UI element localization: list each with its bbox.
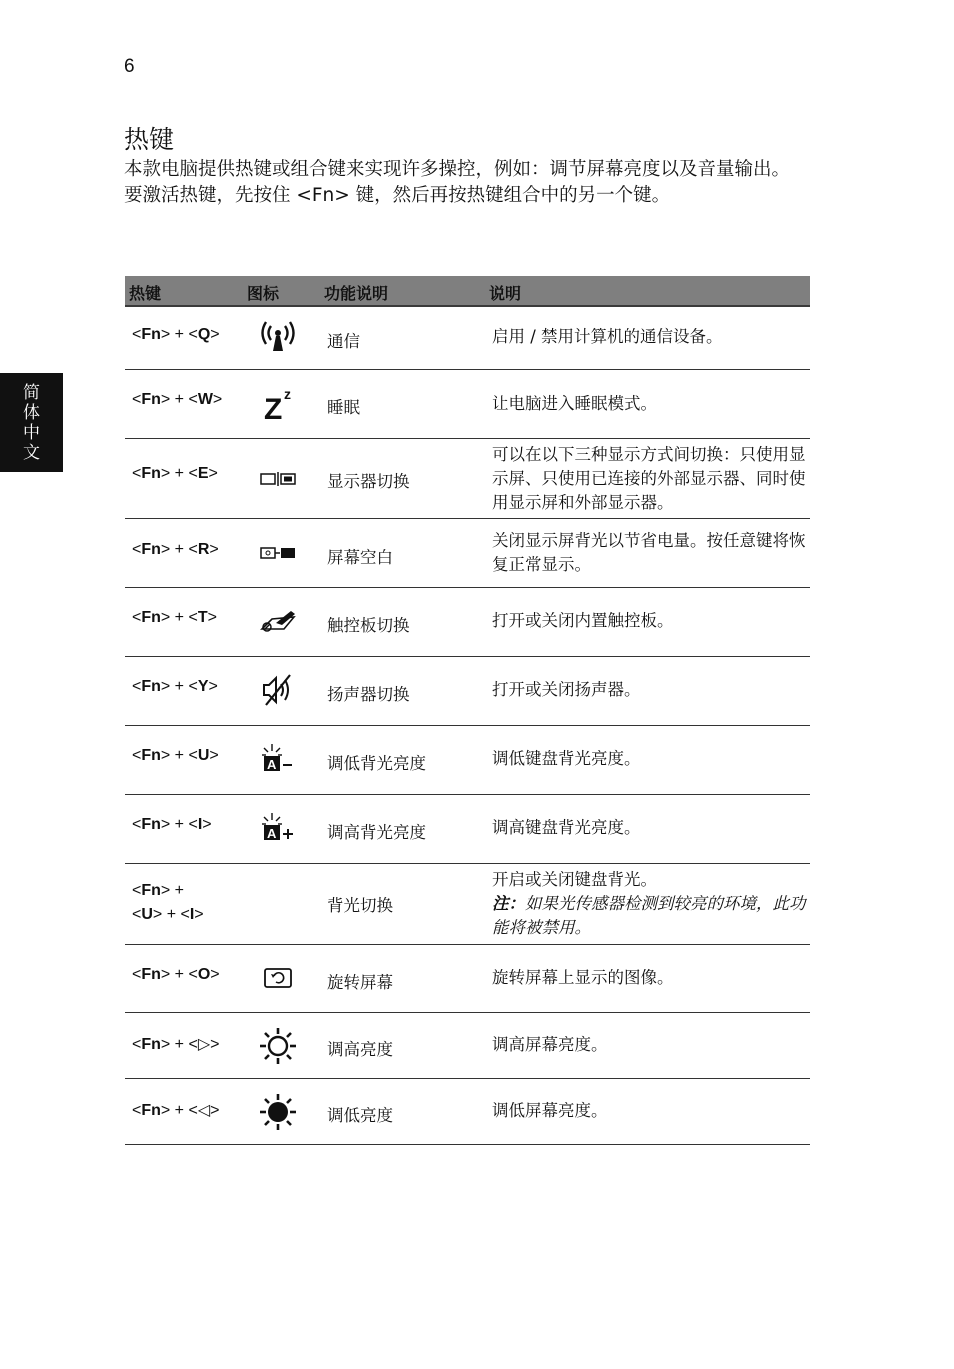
function-description: 打开或关闭内置触控板。	[492, 611, 674, 630]
hotkey-combo: <Fn> + <W>	[132, 391, 223, 408]
header-hotkey: 热键	[129, 284, 162, 303]
table-row	[125, 307, 810, 370]
wireless-icon	[258, 317, 298, 357]
hotkey-table	[125, 276, 810, 1145]
note-text: 如果光传感器检测到较亮的环境，此功能将被禁用。	[492, 894, 806, 937]
display-toggle-icon	[258, 459, 298, 499]
function-name: 旋转屏幕	[327, 973, 393, 992]
function-description: 让电脑进入睡眠模式。	[492, 394, 657, 413]
table-row	[125, 588, 810, 657]
table-row	[125, 657, 810, 726]
function-name: 睡眠	[327, 398, 360, 417]
side-tab-char: 文	[23, 442, 40, 463]
touchpad-toggle-icon	[258, 601, 298, 641]
speaker-toggle-icon	[258, 670, 298, 710]
function-name: 扬声器切换	[327, 685, 410, 704]
table-row	[125, 1013, 810, 1079]
function-description: 可以在以下三种显示方式间切换：只使用显示屏、只使用已连接的外部显示器、同时使用显示屏和外部显示器。	[492, 445, 806, 512]
table-row	[125, 726, 810, 795]
function-name: 显示器切换	[327, 472, 410, 491]
function-name: 调高亮度	[327, 1040, 393, 1059]
function-name: 通信	[327, 332, 360, 351]
function-description: 调高屏幕亮度。	[492, 1035, 608, 1054]
function-name: 背光切换	[327, 896, 393, 915]
hotkey-combo: <Fn> + <U>	[132, 747, 219, 764]
function-description: 旋转屏幕上显示的图像。	[492, 968, 674, 987]
hotkey-combo: <Fn> + <◁>	[132, 1102, 220, 1119]
page-number: 6	[124, 56, 135, 77]
function-name: 调低背光亮度	[327, 754, 426, 773]
description-text: 开启或关闭键盘背光。	[492, 870, 657, 889]
function-name: 触控板切换	[327, 616, 410, 635]
brightness-up-icon	[258, 1026, 298, 1066]
function-description: 启用 / 禁用计算机的通信设备。	[492, 327, 723, 346]
brightness-down-icon	[258, 1092, 298, 1132]
svg-text:Z: Z	[264, 393, 283, 423]
hotkey-combo: <Fn> + <Q>	[132, 326, 220, 343]
hotkey-combo: <Fn> + <E>	[132, 465, 218, 482]
hotkey-combo: <Fn> + <R>	[132, 541, 219, 558]
intro-line-1: 本款电脑提供热键或组合键来实现许多操控，例如：调节屏幕亮度以及音量输出。	[124, 159, 791, 180]
hotkey-combo: <Fn> + <I>	[132, 816, 212, 833]
sleep-icon	[258, 383, 298, 423]
hotkey-combo: <Fn> + <O>	[132, 966, 220, 983]
rotate-screen-icon	[258, 958, 298, 998]
side-tab-char: 中	[23, 422, 40, 443]
function-description: 调低屏幕亮度。	[492, 1101, 608, 1120]
function-description	[492, 868, 807, 940]
header-function: 功能说明	[324, 284, 389, 303]
table-row	[125, 1079, 810, 1145]
table-row	[125, 945, 810, 1013]
intro-line-2: 要激活热键，先按住 <Fn> 键，然后再按热键组合中的另一个键。	[124, 185, 671, 206]
hotkey-combo: <Fn> + <T>	[132, 609, 217, 626]
table-row	[125, 795, 810, 864]
function-description: 调低键盘背光亮度。	[492, 749, 641, 768]
table-header	[125, 276, 810, 307]
header-description: 说明	[489, 284, 522, 303]
header-icon: 图标	[247, 284, 280, 303]
side-tab-char: 简	[23, 382, 40, 403]
hotkey-combo: <Fn> + <▷>	[132, 1036, 220, 1053]
table-row	[125, 370, 810, 439]
backlight-down-icon	[258, 739, 298, 779]
hotkey-combo: <Fn> + <Y>	[132, 678, 218, 695]
function-name: 屏幕空白	[327, 548, 393, 567]
screen-blank-icon	[258, 533, 298, 573]
svg-text:z: z	[284, 386, 291, 402]
function-description: 调高键盘背光亮度。	[492, 818, 641, 837]
function-description: 关闭显示屏背光以节省电量。按任意键将恢复正常显示。	[492, 531, 806, 574]
svg-text:A: A	[267, 757, 277, 772]
language-side-tab	[0, 373, 63, 472]
function-description: 打开或关闭扬声器。	[492, 680, 641, 699]
function-name: 调低亮度	[327, 1106, 393, 1125]
table-row	[125, 439, 810, 519]
svg-text:A: A	[267, 826, 277, 841]
description-note	[492, 892, 807, 940]
note-label: 注：	[492, 894, 525, 913]
function-name: 调高背光亮度	[327, 823, 426, 842]
table-row	[125, 864, 810, 945]
backlight-up-icon	[258, 808, 298, 848]
side-tab-char: 体	[23, 402, 40, 423]
page-title: 热键	[124, 125, 175, 154]
table-row	[125, 519, 810, 588]
hotkey-combo: <Fn> + <U> + <I>	[132, 882, 204, 923]
intro-text	[124, 157, 814, 209]
